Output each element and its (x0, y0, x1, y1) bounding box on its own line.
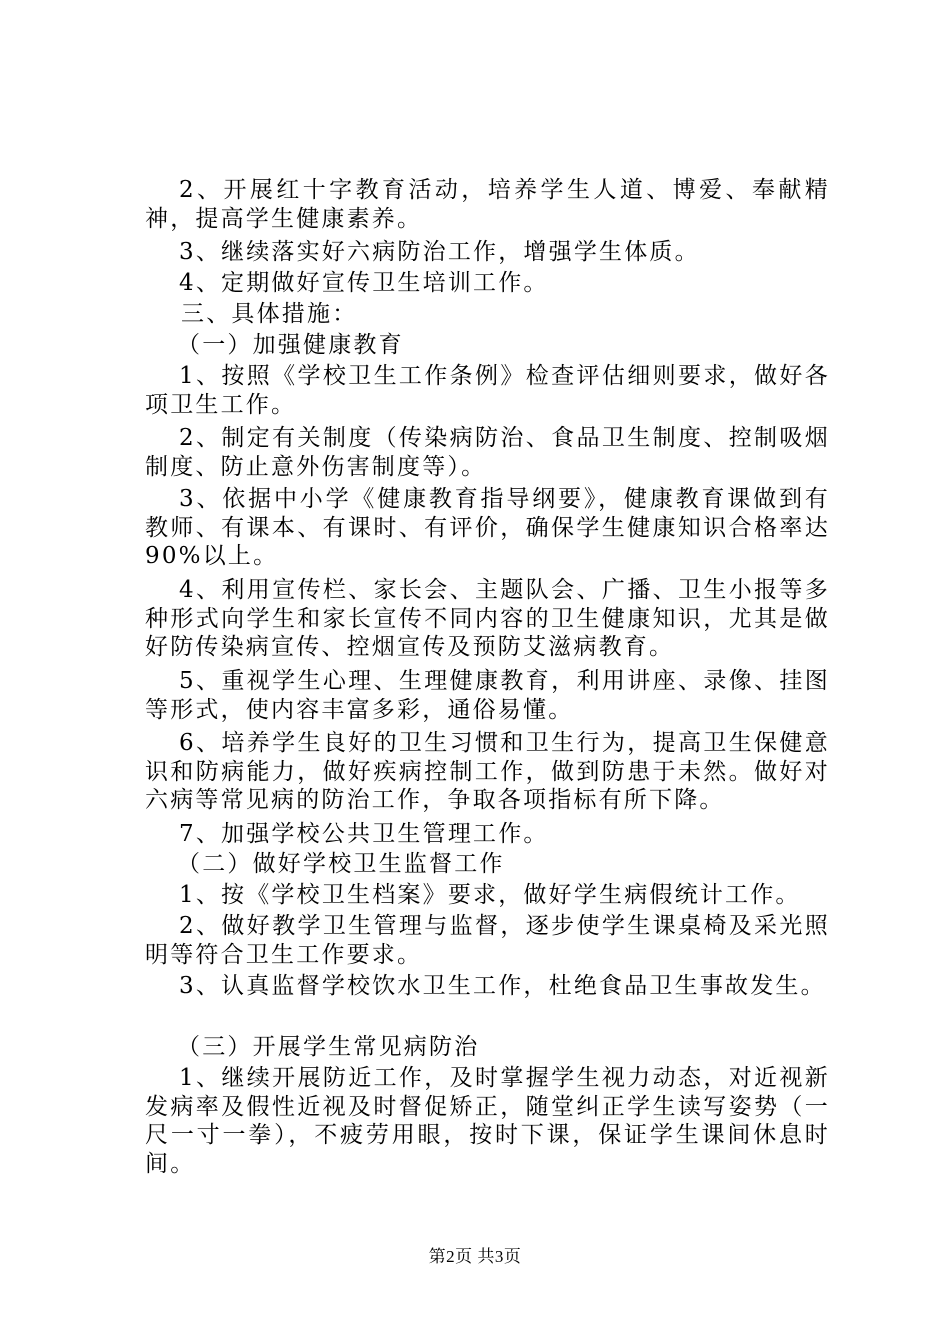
paragraph: 1、按《学校卫生档案》要求，做好学生病假统计工作。 (179, 882, 801, 908)
paragraph: 3、认真监督学校饮水卫生工作，杜绝食品卫生事故发生。 (179, 973, 826, 999)
paragraph: 2、制定有关制度（传染病防治、食品卫生制度、控制吸烟制度、防止意外伤害制度等）。 (145, 425, 830, 480)
paragraph: 7、加强学校公共卫生管理工作。 (179, 821, 549, 847)
section-heading: 三、具体措施： (181, 301, 358, 327)
page-footer: 第2页 共3页 (428, 1247, 522, 1266)
subsection-heading: （一）加强健康教育 (177, 332, 404, 358)
paragraph: 2、开展红十字教育活动，培养学生人道、博爱、奉献精神，提高学生健康素养。 (145, 177, 830, 232)
paragraph: 1、按照《学校卫生工作条例》检查评估细则要求，做好各项卫生工作。 (145, 363, 830, 418)
paragraph: 6、培养学生良好的卫生习惯和卫生行为，提高卫生保健意识和防病能力，做好疾病控制工作，做到防患于未然。做好对六病等常见病的防治工作，争取各项指标有所下降。 (145, 730, 830, 813)
subsection-heading: （二）做好学校卫生监督工作 (177, 851, 505, 877)
paragraph: 4、定期做好宣传卫生培训工作。 (179, 270, 549, 296)
subsection-heading: （三）开展学生常见病防治 (177, 1034, 480, 1060)
paragraph: 2、做好教学卫生管理与监督，逐步使学生课桌椅及采光照明等符合卫生工作要求。 (145, 913, 830, 968)
paragraph: 3、依据中小学《健康教育指导纲要》，健康教育课做到有教师、有课本、有课时、有评价，确保学生健康知识合格率达90%以上。 (145, 486, 830, 569)
paragraph: 5、重视学生心理、生理健康教育，利用讲座、录像、挂图等形式，使内容丰富多彩，通俗易懂。 (145, 668, 830, 723)
paragraph: 3、继续落实好六病防治工作，增强学生体质。 (179, 239, 700, 265)
paragraph: 1、继续开展防近工作，及时掌握学生视力动态，对近视新发病率及假性近视及时督促矫正，随堂纠正学生读写姿势（一尺一寸一拳），不疲劳用眼，按时下课，保证学生课间休息时间。 (145, 1065, 830, 1177)
paragraph: 4、利用宣传栏、家长会、主题队会、广播、卫生小报等多种形式向学生和家长宣传不同内容的卫生健康知识，尤其是做好防传染病宣传、控烟宣传及预防艾滋病教育。 (145, 577, 830, 660)
